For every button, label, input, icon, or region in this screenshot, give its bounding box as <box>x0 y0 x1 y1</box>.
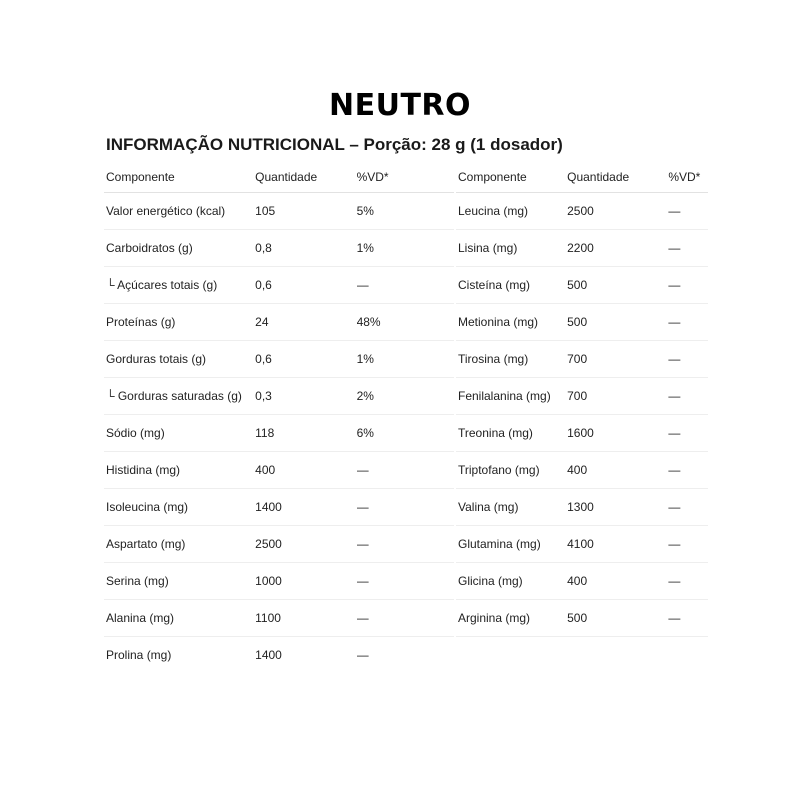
cell-component: Carboidratos (g) <box>106 241 193 255</box>
cell-component: Serina (mg) <box>106 574 169 588</box>
cell-component: Fenilalanina (mg) <box>458 389 551 403</box>
cell-component: Leucina (mg) <box>458 204 529 218</box>
cell-component: Cisteína (mg) <box>458 278 531 292</box>
cell-vd: — <box>668 463 681 477</box>
table-row <box>104 526 454 563</box>
table-row <box>104 452 454 489</box>
cell-quantity: 0,3 <box>255 389 272 403</box>
table-row <box>456 563 708 600</box>
cell-vd: — <box>356 537 369 551</box>
cell-quantity: 1400 <box>255 648 282 662</box>
cell-quantity: 105 <box>255 204 276 218</box>
cell-quantity: 1100 <box>255 611 281 625</box>
table-row <box>104 637 454 673</box>
cell-quantity: 500 <box>567 278 588 292</box>
table-row <box>104 341 454 378</box>
header-vd: %VD* <box>356 170 389 184</box>
cell-quantity: 1400 <box>255 500 282 514</box>
cell-quantity: 1300 <box>567 500 594 514</box>
cell-component: Arginina (mg) <box>458 611 531 625</box>
cell-component: └ Gorduras saturadas (g) <box>106 389 242 403</box>
cell-vd: 48% <box>356 315 381 329</box>
table-header-row <box>104 162 454 193</box>
cell-quantity: 700 <box>567 352 588 366</box>
table-row <box>456 415 708 452</box>
cell-quantity: 0,6 <box>255 352 272 366</box>
cell-component: Isoleucina (mg) <box>106 500 189 514</box>
cell-quantity: 700 <box>567 389 588 403</box>
cell-vd: — <box>668 278 681 292</box>
table-row <box>456 489 708 526</box>
cell-vd: — <box>668 352 681 366</box>
table-row <box>456 230 708 267</box>
cell-vd: — <box>668 611 681 625</box>
cell-quantity: 24 <box>255 315 269 329</box>
nutrition-table-right <box>456 162 708 637</box>
table-row <box>456 304 708 341</box>
cell-quantity: 0,6 <box>255 278 272 292</box>
cell-vd: — <box>668 574 681 588</box>
table-header-row <box>456 162 708 193</box>
cell-quantity: 0,8 <box>255 241 272 255</box>
table-body-left <box>104 193 454 673</box>
table-row <box>456 267 708 304</box>
table-row <box>104 230 454 267</box>
cell-component: Tirosina (mg) <box>458 352 529 366</box>
cell-vd: — <box>668 204 681 218</box>
cell-quantity: 1600 <box>567 426 594 440</box>
cell-component: Proteínas (g) <box>106 315 176 329</box>
cell-vd: 6% <box>356 426 374 440</box>
cell-component: Glutamina (mg) <box>458 537 541 551</box>
header-component: Componente <box>106 170 175 184</box>
cell-quantity: 4100 <box>567 537 594 551</box>
cell-vd: — <box>668 389 681 403</box>
cell-vd: — <box>668 537 681 551</box>
cell-component: Treonina (mg) <box>458 426 533 440</box>
table-row <box>104 267 454 304</box>
cell-component: Aspartato (mg) <box>106 537 186 551</box>
cell-quantity: 118 <box>255 426 275 440</box>
table-row <box>104 304 454 341</box>
table-row <box>104 563 454 600</box>
cell-quantity: 400 <box>255 463 276 477</box>
cell-component: Histidina (mg) <box>106 463 181 477</box>
table-row <box>104 600 454 637</box>
cell-component: Gorduras totais (g) <box>106 352 207 366</box>
cell-quantity: 2200 <box>567 241 594 255</box>
cell-quantity: 2500 <box>255 537 282 551</box>
cell-vd: — <box>668 500 681 514</box>
cell-vd: — <box>356 574 369 588</box>
cell-vd: — <box>668 241 681 255</box>
header-quantity: Quantidade <box>255 170 318 184</box>
table-row <box>104 193 454 230</box>
table-row <box>104 415 454 452</box>
header-quantity: Quantidade <box>567 170 630 184</box>
cell-vd: — <box>668 315 681 329</box>
cell-vd: — <box>668 426 681 440</box>
cell-quantity: 400 <box>567 574 588 588</box>
table-row <box>456 452 708 489</box>
cell-component: Valina (mg) <box>458 500 519 514</box>
cell-component: Valor energético (kcal) <box>106 204 226 218</box>
cell-quantity: 500 <box>567 611 588 625</box>
cell-component: Metionina (mg) <box>458 315 539 329</box>
cell-component: Alanina (mg) <box>106 611 175 625</box>
table-row <box>456 378 708 415</box>
cell-quantity: 500 <box>567 315 588 329</box>
cell-quantity: 2500 <box>567 204 594 218</box>
cell-vd: 2% <box>356 389 374 403</box>
cell-component: Prolina (mg) <box>106 648 172 662</box>
table-row <box>456 526 708 563</box>
nutrition-table-left <box>104 162 454 673</box>
cell-component: Triptofano (mg) <box>458 463 540 477</box>
cell-component: Glicina (mg) <box>458 574 523 588</box>
cell-vd: 5% <box>356 204 374 218</box>
table-row <box>456 193 708 230</box>
cell-vd: — <box>356 611 369 625</box>
cell-vd: — <box>356 648 369 662</box>
cell-vd: 1% <box>356 241 374 255</box>
header-component: Componente <box>458 170 527 184</box>
header-vd: %VD* <box>668 170 701 184</box>
cell-vd: — <box>356 463 369 477</box>
cell-vd: — <box>356 278 369 292</box>
cell-component: Lisina (mg) <box>458 241 518 255</box>
cell-component: Sódio (mg) <box>106 426 165 440</box>
table-row <box>456 341 708 378</box>
table-row <box>456 600 708 637</box>
nutrition-info-heading: INFORMAÇÃO NUTRICIONAL – Porção: 28 g (1 dosador) <box>106 135 563 154</box>
product-title: NEUTRO <box>328 88 472 123</box>
table-row <box>104 489 454 526</box>
table-body-right <box>456 193 708 637</box>
cell-vd: — <box>356 500 369 514</box>
cell-quantity: 1000 <box>255 574 282 588</box>
cell-component: └ Açúcares totais (g) <box>106 278 218 292</box>
cell-vd: 1% <box>356 352 374 366</box>
cell-quantity: 400 <box>567 463 588 477</box>
table-row <box>104 378 454 415</box>
